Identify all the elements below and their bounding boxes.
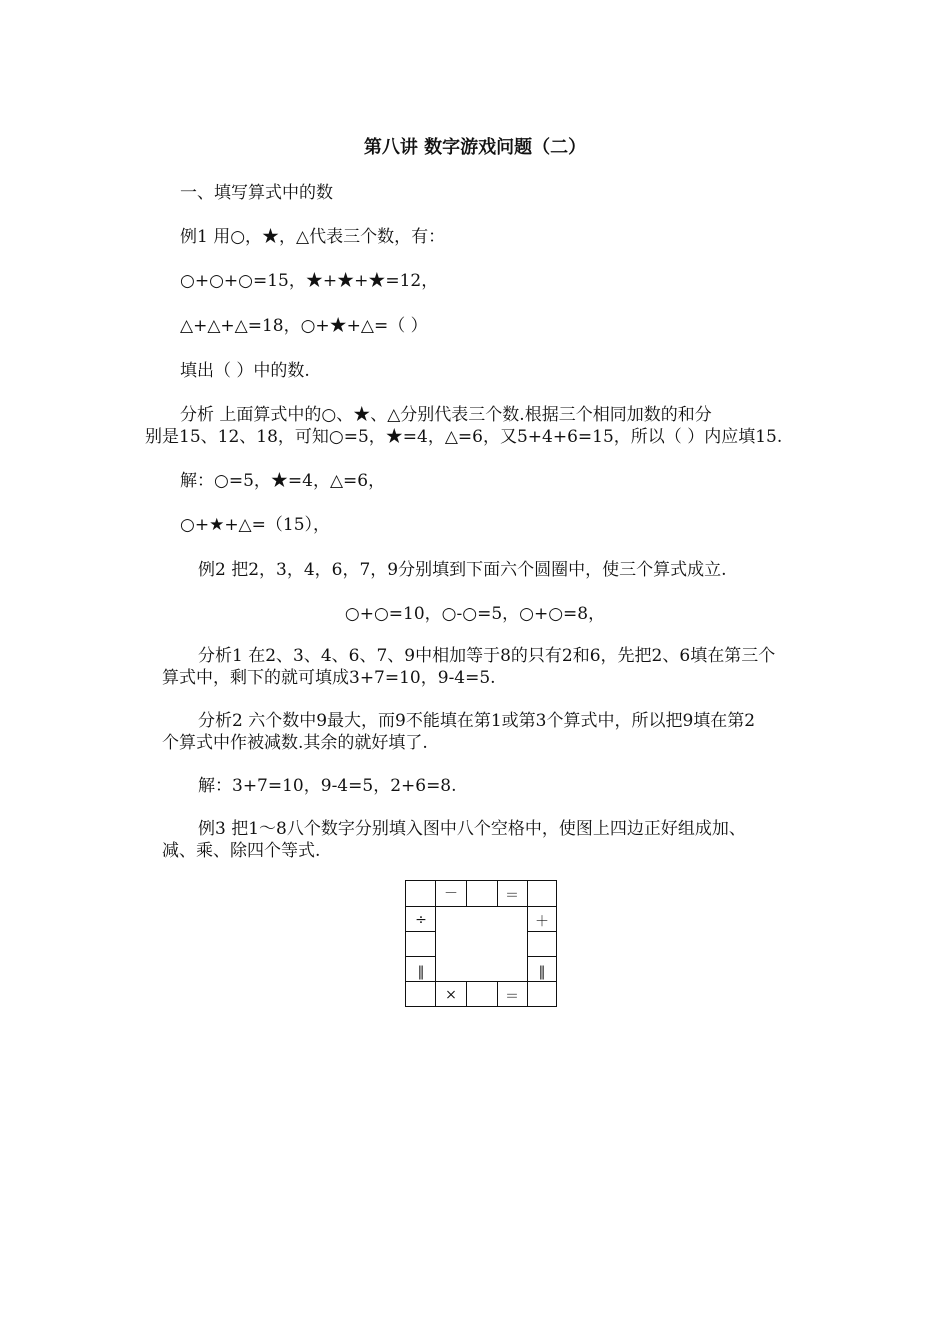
example2-analysis1-line1: 分析1 在2、3、4、6、7、9中相加等于8的只有2和6，先把2、6填在第三个	[198, 646, 776, 666]
equals-symbol-top: ＝	[505, 888, 519, 904]
grid-line	[527, 931, 556, 932]
example2-analysis2-line2: 个算式中作被减数.其余的就好填了.	[162, 733, 428, 753]
plus-symbol: ＋	[535, 914, 549, 930]
example1-analysis-line2: 别是15、12、18，可知○=5，★=4，△=6，又5+4+6=15，所以（ ）内应填15.	[145, 427, 783, 447]
example1-equation-1: ○+○+○=15，★+★+★=12，	[180, 271, 439, 291]
equals-symbol-left: ‖	[417, 964, 425, 980]
grid-line	[406, 981, 556, 982]
equals-symbol-right: ‖	[538, 964, 546, 980]
example1-intro: 例1 用○，★，△代表三个数，有：	[180, 227, 446, 247]
example1-solution-2: ○+★+△=（15），	[180, 515, 331, 535]
grid-line	[406, 906, 556, 907]
grid-line	[527, 881, 528, 1006]
page-title: 第八讲 数字游戏问题（二）	[363, 137, 587, 158]
example1-equation-2: △+△+△=18，○+★+△=（ ）	[180, 316, 428, 336]
grid-line	[466, 981, 467, 1006]
puzzle-grid	[405, 880, 557, 1007]
example2-equations: ○+○=10，○-○=5，○+○=8，	[344, 604, 606, 624]
grid-line	[527, 956, 556, 957]
equals-symbol-bottom: ＝	[505, 989, 519, 1005]
example2-analysis1-line2: 算式中，剩下的就可填成3+7=10，9-4=5.	[162, 668, 496, 688]
minus-symbol: －	[444, 886, 458, 902]
example1-solution-1: 解：○=5，★=4，△=6，	[180, 471, 386, 491]
grid-line	[406, 956, 435, 957]
times-symbol: ×	[445, 987, 457, 1003]
divide-symbol: ÷	[415, 912, 427, 928]
section-heading: 一、填写算式中的数	[180, 183, 333, 203]
example3-intro-line1: 例3 把1～8八个数字分别填入图中八个空格中，使图上四边正好组成加、	[198, 819, 746, 839]
example2-analysis2-line1: 分析2 六个数中9最大，而9不能填在第1或第3个算式中，所以把9填在第2	[198, 711, 756, 731]
example2-solution: 解：3+7=10，9-4=5，2+6=8.	[198, 776, 457, 796]
example2-intro: 例2 把2，3，4，6，7，9分别填到下面六个圆圈中，使三个算式成立.	[198, 560, 727, 580]
grid-line	[466, 881, 467, 906]
example1-prompt: 填出（ ）中的数.	[180, 361, 310, 381]
example1-analysis-line1: 分析 上面算式中的○、★、△分别代表三个数.根据三个相同加数的和分	[180, 405, 712, 425]
grid-line	[406, 931, 435, 932]
example3-intro-line2: 减、乘、除四个等式.	[162, 841, 321, 861]
